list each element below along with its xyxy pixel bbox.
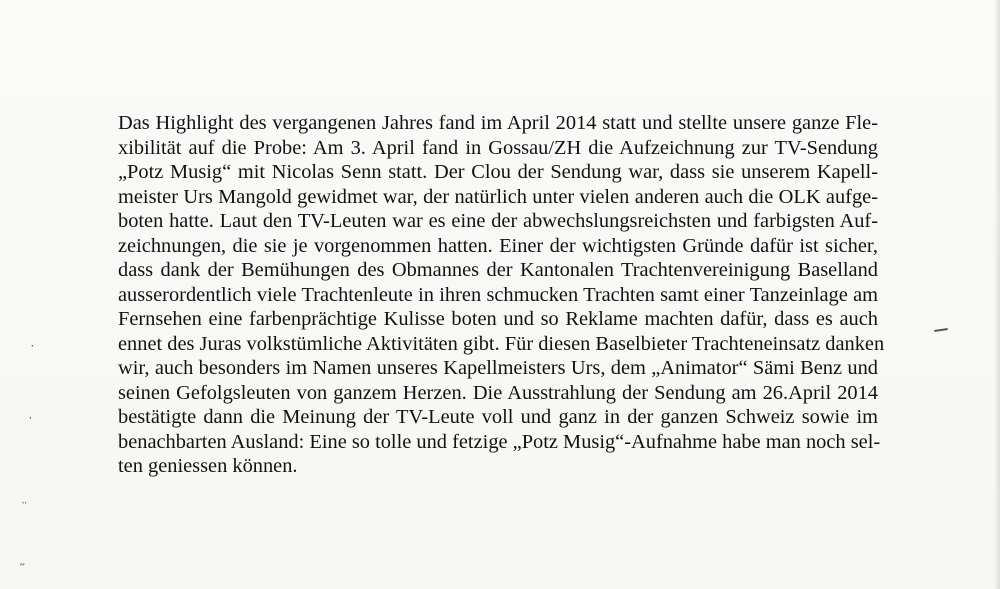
page-edge-shadow: [994, 0, 1000, 589]
text-line: Fernsehen eine farbenprächtige Kulisse boten und so Reklame machten dafür, dass es auch: [118, 308, 878, 330]
body-paragraph: [118, 111, 885, 479]
scan-artifact: [934, 328, 948, 332]
scan-artifact: ¨: [22, 500, 27, 515]
scan-artifact: ˙: [30, 343, 35, 358]
text-line: seinen Gefolgsleuten von ganzem Herzen. Die Ausstrahlung der Sendung am 26.April 2014: [118, 381, 878, 404]
text-line: zeichnungen, die sie je vorgenommen hatten. Einer der wichtigsten Gründe dafür ist sicher,: [118, 234, 878, 257]
text-line: boten hatte. Laut den TV-Leuten war es eine der abwechslungsreichsten und farbigsten Auf-: [118, 210, 878, 232]
text-line: ausserordentlich viele Trachtenleute in ihren schmucken Trachten samt einer Tanzeinlage am: [118, 283, 878, 306]
scan-artifact: ˝: [20, 562, 25, 577]
text-line: ten geniessen können.: [118, 455, 298, 477]
text-line: wir, auch besonders im Namen unseres Kapellmeisters Urs, dem „Animator“ Sämi Benz und: [118, 357, 878, 379]
text-line: Das Highlight des vergangenen Jahres fand im April 2014 statt und stellte unsere ganze Fle-: [118, 112, 878, 134]
text-line: meister Urs Mangold gewidmet war, der natürlich unter vielen anderen auch die OLK aufge-: [118, 185, 878, 208]
text-line: benachbarten Ausland: Eine so tolle und fetzige „Potz Musig“-Aufnahme habe man noch sel-: [118, 430, 881, 453]
text-line: dass dank der Bemühungen des Obmannes der Kantonalen Trachtenvereinigung Baselland: [118, 259, 878, 281]
scan-artifact: ˌ: [28, 405, 33, 420]
text-line: „Potz Musig“ mit Nicolas Senn statt. Der Clou der Sendung war, dass sie unserem Kapell-: [118, 161, 878, 183]
text-line: xibilität auf die Probe: Am 3. April fand in Gossau/ZH die Aufzeichnung zur TV-Sendung: [118, 136, 878, 159]
text-line: ennet des Juras volkstümliche Aktivitäten gibt. Für diesen Baselbieter Trachteneinsatz danken: [118, 332, 885, 355]
text-line: bestätigte dann die Meinung der TV-Leute voll und ganz in der ganzen Schweiz sowie im: [118, 406, 878, 428]
